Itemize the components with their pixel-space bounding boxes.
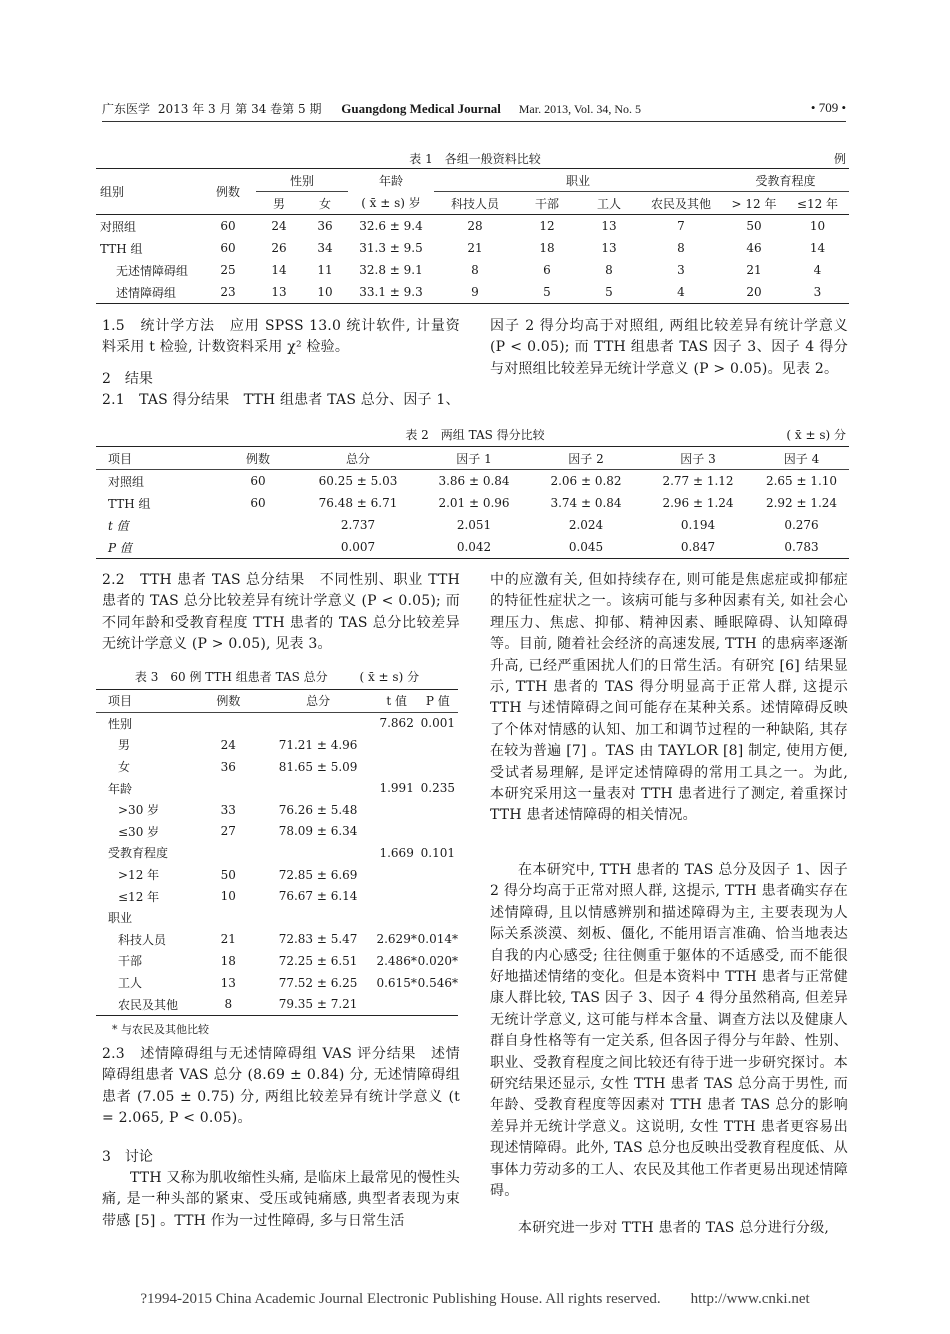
cell: 21 xyxy=(746,263,762,277)
issue-en: Mar. 2013, Vol. 34, No. 5 xyxy=(518,102,641,116)
cell: 72.83 ± 5.47 xyxy=(278,932,358,947)
table1 xyxy=(96,168,849,304)
col-header: 男 xyxy=(272,196,285,211)
cell: 8 xyxy=(224,997,233,1012)
col-header: 因子 1 xyxy=(456,451,492,466)
cell: 2.01 ± 0.96 xyxy=(438,496,510,510)
col-header: 女 xyxy=(318,196,331,211)
table-row xyxy=(96,885,458,907)
section-2-1-text: 2.1 TAS 得分结果 TTH 组患者 TAS 总分、因子 1、 xyxy=(102,392,460,408)
cell: 7 xyxy=(677,219,685,233)
cell xyxy=(218,536,298,559)
cell: 11 xyxy=(317,263,333,277)
cell: 23 xyxy=(220,285,236,299)
section-2-3-text: 2.3 述情障碍组与无述情障碍组 VAS 评分结果 述情障碍组患者 VAS 总分 (8.69 ± 0.84) 分, 无述情障碍组患者 (7.05 ± 0.75) 分, 两组比较差异有统计学意义 (t = 2.065, P < 0.05)。 xyxy=(102,1046,460,1127)
cell: 24 xyxy=(271,219,287,233)
cell: 2.77 ± 1.12 xyxy=(662,474,734,488)
cell: 0.194 xyxy=(680,518,716,532)
cell: 0.276 xyxy=(784,518,819,532)
col-header: 工人 xyxy=(596,196,621,211)
cell xyxy=(376,821,418,843)
discussion-para-1: 中的应激有关, 但如持续存在, 则可能是焦虑症或抑郁症的特征性症状之一。该病可能与多种因素有关, 如社会心理压力、焦虑、抑郁、精神因素、睡眠障碍、认知障碍等。目前, 随着社会经济的高速发展, TTH 的患病率逐渐升高, 已经严重困扰人们的日常生活。有研究 [6] 结果显示, TTH 患者的 TAS 得分明显高于正常人群, 这提示 TTH 与述情障碍之间可能存在某种关系。述情障碍反映了个体对情感的认知、加工和调节过程的一种缺陷, 其存在较为普遍 [7] 。TAS 由 TAYLOR [8] 制定, 使用方便, 受试者易理解, 是评定述情障碍的常用工具之一。为此, 本研究采用这一量表对 TTH 患者进行了测定, 着重探讨 TTH 患者述情障碍的相关情况。 xyxy=(490,572,848,824)
cell: 年龄 xyxy=(108,781,133,796)
cell: 33 xyxy=(220,802,236,817)
cell: 50 xyxy=(220,867,236,882)
section-2-2-text: 2.2 TTH 患者 TAS 总分结果 不同性别、职业 TTH 患者的 TAS 总分比较差异有统计学意义 (P < 0.05); 而不同年龄和受教育程度 TTH 患者的 TAS 总分比较差异无统计学意义 (P > 0.05), 见表 3。 xyxy=(102,572,460,653)
cell: 32.8 ± 9.1 xyxy=(359,263,423,277)
cell: 13 xyxy=(601,241,617,255)
cell: 职业 xyxy=(108,911,133,926)
table-row xyxy=(96,215,849,238)
cell: 1.669 xyxy=(379,845,414,860)
cell: 科技人员 xyxy=(118,932,167,947)
cell: 27 xyxy=(220,824,236,839)
running-header xyxy=(102,100,846,120)
cell xyxy=(218,514,298,536)
col-header: 因子 3 xyxy=(680,451,716,466)
cell xyxy=(376,864,418,886)
cell: 10 xyxy=(809,219,826,233)
cell: 男 xyxy=(118,738,131,753)
cell: 干部 xyxy=(118,954,143,969)
cell: 34 xyxy=(317,241,333,255)
cell xyxy=(418,734,458,756)
col-header: 因子 2 xyxy=(568,451,604,466)
cell: 对照组 xyxy=(100,219,137,234)
col-header: 性别 xyxy=(256,169,348,192)
cell: 60 xyxy=(220,241,236,255)
cell: 0.546* xyxy=(417,975,458,990)
section-2-1-continued: 因子 2 得分均高于对照组, 两组比较差异有统计学意义 (P < 0.05); 而 TTH 组患者 TAS 因子 3、因子 4 得分与对照组比较差异无统计学意义 (P > 0.05)。见表 2。 xyxy=(490,318,848,377)
cell xyxy=(418,821,458,843)
cell: 13 xyxy=(601,219,617,233)
col-header: P 值 xyxy=(425,694,450,709)
table2 xyxy=(96,446,849,559)
cell: 0.020* xyxy=(417,953,458,968)
col-header: ( x̄ ± s) 岁 xyxy=(361,196,421,211)
cell xyxy=(418,885,458,907)
col-header: 科技人员 xyxy=(450,196,499,211)
table3-title: 表 3 60 例 TTH 组患者 TAS 总分 xyxy=(134,670,328,684)
col-header: 总分 xyxy=(345,451,370,466)
cell: 18 xyxy=(220,953,236,968)
cell xyxy=(260,907,375,929)
cell: 4 xyxy=(677,285,685,299)
table-row xyxy=(96,972,458,994)
cell: ≤30 岁 xyxy=(118,824,160,839)
table-row xyxy=(96,237,849,259)
cell: TTH 组 xyxy=(108,496,151,511)
cell: 76.48 ± 6.71 xyxy=(318,496,398,510)
col-header: 例数 xyxy=(200,169,256,215)
cell: 0.101 xyxy=(420,845,455,860)
table1-caption: 表 1 各组一般资料比较 xyxy=(409,152,541,166)
col-header: 项目 xyxy=(108,451,133,466)
cell: P 值 xyxy=(108,540,132,555)
cell xyxy=(376,885,418,907)
cell: 72.25 ± 6.51 xyxy=(278,953,358,968)
cell: 女 xyxy=(118,760,131,775)
header-rule xyxy=(102,121,846,122)
table3 xyxy=(96,689,458,1016)
table3-note: * 与农民及其他比较 xyxy=(112,1023,209,1036)
cell: 工人 xyxy=(118,976,143,991)
table-header-row xyxy=(96,690,458,713)
cell: 2.92 ± 1.24 xyxy=(765,496,838,510)
cell xyxy=(376,907,418,929)
cell xyxy=(260,777,375,799)
cell: 36 xyxy=(317,219,333,233)
cell: 无述情障碍组 xyxy=(116,263,189,278)
section-1-5-text: 1.5 统计学方法 应用 SPSS 13.0 统计软件, 计量资料采用 t 检验, 计数资料采用 χ² 检验。 xyxy=(102,318,460,356)
table-row xyxy=(96,799,458,821)
table-row xyxy=(96,993,458,1015)
cell: 0.045 xyxy=(568,540,604,554)
cell: 2.486* xyxy=(376,953,417,968)
cell: 1.991 xyxy=(379,781,414,796)
table-row xyxy=(96,470,849,493)
table-row xyxy=(96,864,458,886)
section-2-title: 2 结果 xyxy=(102,371,153,387)
col-header: 例数 xyxy=(216,694,241,709)
cell: 0.042 xyxy=(456,540,492,554)
cell: >12 年 xyxy=(118,868,160,883)
cell: 28 xyxy=(467,219,483,233)
cell: 13 xyxy=(220,975,236,990)
cell: 24 xyxy=(220,737,236,752)
cell: 71.21 ± 4.96 xyxy=(278,737,358,752)
cell: 2.024 xyxy=(568,518,604,532)
col-header: 组别 xyxy=(96,169,200,215)
cell: 2.96 ± 1.24 xyxy=(662,496,734,510)
table-row xyxy=(96,259,849,281)
cell: t 值 xyxy=(108,518,129,533)
table-row xyxy=(96,821,458,843)
cell: 10 xyxy=(317,285,333,299)
section-3-title: 3 讨论 xyxy=(102,1149,153,1165)
cell: 20 xyxy=(746,285,762,299)
cell: 3.86 ± 0.84 xyxy=(438,474,510,488)
cell xyxy=(418,993,458,1015)
cell: 10 xyxy=(220,889,236,904)
cell: 8 xyxy=(605,263,613,277)
cell: 33.1 ± 9.3 xyxy=(359,285,423,299)
cell: 76.67 ± 6.14 xyxy=(278,889,358,904)
table-row xyxy=(96,777,458,799)
cell: 0.783 xyxy=(784,540,819,554)
cell: 0.615* xyxy=(376,975,417,990)
table-row xyxy=(96,734,458,756)
table-row xyxy=(96,536,849,559)
cell: 79.35 ± 7.21 xyxy=(278,997,358,1012)
col-header: t 值 xyxy=(386,694,407,709)
journal-name-cn: 广东医学 xyxy=(102,102,151,116)
cell: TTH 组 xyxy=(100,241,143,256)
col-header: ≤12 年 xyxy=(796,196,839,211)
cell xyxy=(418,907,458,929)
cell: 13 xyxy=(271,285,287,299)
cell: 12 xyxy=(539,219,555,233)
table-row xyxy=(96,712,458,734)
cell xyxy=(376,799,418,821)
cell xyxy=(376,756,418,778)
cell: 60 xyxy=(220,219,236,233)
cell: 77.52 ± 6.25 xyxy=(278,975,358,990)
table2-unit: ( x̄ ± s) 分 xyxy=(786,428,846,442)
cell: 50 xyxy=(746,219,762,233)
table1-unit: 例 xyxy=(833,152,846,166)
cell: 21 xyxy=(467,241,483,255)
cell xyxy=(196,712,260,734)
cell xyxy=(376,993,418,1015)
cell xyxy=(418,864,458,886)
cell: 6 xyxy=(543,263,551,277)
discussion-para-3: 本研究进一步对 TTH 患者的 TAS 总分进行分级, xyxy=(518,1220,830,1236)
table-row xyxy=(96,492,849,514)
table-row xyxy=(96,907,458,929)
cell xyxy=(418,799,458,821)
cell: 0.847 xyxy=(680,540,716,554)
cell: 72.85 ± 6.69 xyxy=(278,867,358,882)
table-header-row xyxy=(96,169,849,192)
cell xyxy=(260,842,375,864)
table-row xyxy=(96,950,458,972)
cell: 14 xyxy=(809,241,826,255)
journal-name-en: Guangdong Medical Journal xyxy=(341,101,501,116)
cell xyxy=(196,777,260,799)
section-3-para1: TTH 又称为肌收缩性头痛, 是临床上最常见的慢性头痛, 是一种头部的紧束、受压或钝痛感, 典型者表现为束带感 [5] 。TTH 作为一过性障碍, 多与日常生活 xyxy=(102,1170,460,1229)
table-row xyxy=(96,281,849,304)
cell: 14 xyxy=(271,263,287,277)
cell: 8 xyxy=(471,263,479,277)
cell: 0.001 xyxy=(420,716,455,731)
cell: 4 xyxy=(813,263,822,277)
cell xyxy=(418,756,458,778)
cell: 8 xyxy=(677,241,685,255)
cell: 21 xyxy=(220,932,236,947)
table-row xyxy=(96,514,849,536)
col-header: 总分 xyxy=(306,694,331,709)
cell: 0.235 xyxy=(420,781,455,796)
table-header-row xyxy=(96,447,849,470)
cell xyxy=(260,712,375,734)
cell: 60 xyxy=(250,496,266,510)
cell: 60.25 ± 5.03 xyxy=(318,474,398,488)
cell xyxy=(196,842,260,864)
cell: 32.6 ± 9.4 xyxy=(359,219,423,233)
cell: 78.09 ± 6.34 xyxy=(278,824,358,839)
cell: 0.014* xyxy=(417,932,458,947)
cell: 述情障碍组 xyxy=(116,285,177,300)
cell: 3 xyxy=(677,263,685,277)
col-header: 例数 xyxy=(245,451,270,466)
col-header: > 12 年 xyxy=(731,196,777,211)
cell: 2.051 xyxy=(456,518,492,532)
table3-unit: ( x̄ ± s) 分 xyxy=(359,670,420,684)
cell: 76.26 ± 5.48 xyxy=(278,802,358,817)
cell: 2.629* xyxy=(376,932,417,947)
cell xyxy=(196,907,260,929)
col-header: 干部 xyxy=(534,196,559,211)
cell: 农民及其他 xyxy=(118,997,179,1012)
table3-caption xyxy=(96,668,458,685)
cell: ≤12 年 xyxy=(118,889,160,904)
table-row xyxy=(96,842,458,864)
cell: 2.06 ± 0.82 xyxy=(550,474,622,488)
cell: 25 xyxy=(220,263,236,277)
table-row xyxy=(96,756,458,778)
col-header: 因子 4 xyxy=(783,451,820,466)
issue-cn: 2013 年 3 月 第 34 卷第 5 期 xyxy=(157,102,322,116)
cell: 3 xyxy=(813,285,822,299)
col-header: 年龄 xyxy=(378,173,403,188)
cell: 26 xyxy=(271,241,287,255)
cell: 5 xyxy=(605,285,613,299)
cell: 18 xyxy=(539,241,555,255)
cell: 0.007 xyxy=(340,540,376,554)
cell: 81.65 ± 5.09 xyxy=(278,759,358,774)
cell xyxy=(376,734,418,756)
copyright-footer: ?1994-2015 China Academic Journal Electronic Publishing House. All rights reserved. http://www.cnki.net xyxy=(140,1291,810,1307)
table-row xyxy=(96,929,458,951)
cell: 性别 xyxy=(108,716,133,731)
col-header: 受教育程度 xyxy=(722,169,849,192)
cell: 60 xyxy=(250,474,266,488)
page-number: • 709 • xyxy=(810,100,846,115)
cell: 3.74 ± 0.84 xyxy=(550,496,622,510)
cell: 9 xyxy=(471,285,479,299)
cell: 2.737 xyxy=(340,518,376,532)
cell: 36 xyxy=(220,759,236,774)
cell: 对照组 xyxy=(108,474,145,489)
cell: 2.65 ± 1.10 xyxy=(765,474,838,488)
header-left xyxy=(102,100,641,117)
col-header: 农民及其他 xyxy=(650,196,711,211)
table2-caption: 表 2 两组 TAS 得分比较 xyxy=(405,428,545,442)
cell: 7.862 xyxy=(379,716,414,731)
cell: 5 xyxy=(543,285,551,299)
cell: 46 xyxy=(746,241,762,255)
cell: 受教育程度 xyxy=(108,846,169,861)
col-header: 项目 xyxy=(108,694,133,709)
discussion-para-2: 在本研究中, TTH 患者的 TAS 总分及因子 1、因子 2 得分均高于正常对照人群, 这提示, TTH 患者确实存在述情障碍, 且以情感辨别和描述障碍为主, 主要表现为人际关系淡漠、刻板、僵化, 不能用语言准确、恰当地表达自我的内心感受; 往往侧重于躯体的不适感受, 而不能很好地描述情绪的变化。但是本资料中 TTH 患者与正常健康人群比较, TAS 因子 3、因子 4 得分虽然稍高, 但差异无统计学意义, 这可能与样本含量、调查方法以及健康人群自身性格等有一定关系, 但各因子得分与年龄、性别、职业、受教育程度之间比较还有待于进一步研究探讨。本研究结果还显示, 女性 TTH 患者 TAS 总分高于男性, 而年龄、受教育程度等因素对 TTH 患者 TAS 总分的影响差异并无统计学意义。这说明, 女性 TTH 患者更容易出现述情障碍。此外, TAS 总分也反映出受教育程度低、从事体力劳动多的工人、农民及其他工作者更易出现述情障碍。 xyxy=(490,862,848,1200)
cell: 31.3 ± 9.5 xyxy=(359,241,423,255)
cell: >30 岁 xyxy=(118,803,160,818)
col-header: 职业 xyxy=(434,169,722,192)
